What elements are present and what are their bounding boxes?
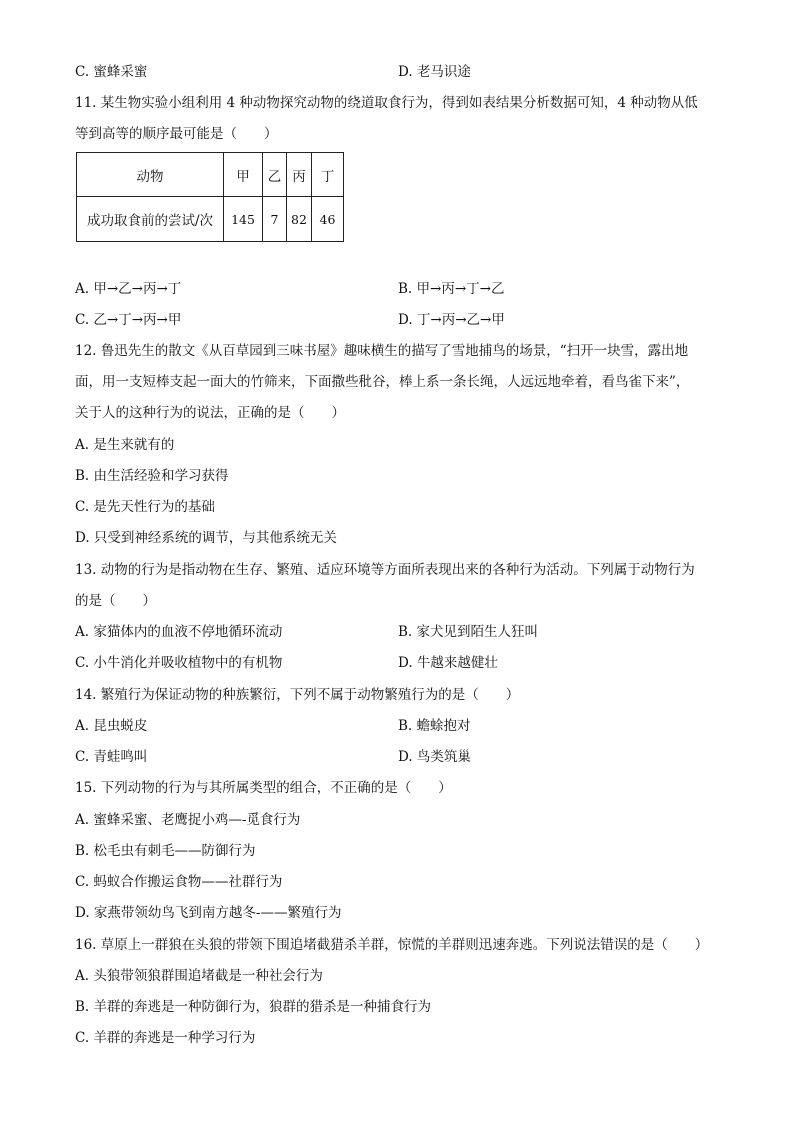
- q14-option-a: A. 昆虫蜕皮: [75, 718, 148, 734]
- q14-stem: 14. 繁殖行为保证动物的种族繁衍，下列不属于动物繁殖行为的是（ ）: [75, 687, 520, 703]
- q15-option-c: C. 蚂蚁合作搬运食物——社群行为: [75, 874, 283, 890]
- q11-stem-line2: 等到高等的顺序最可能是（ ）: [75, 126, 278, 142]
- q12-stem-line1: 12. 鲁迅先生的散文《从百草园到三味书屋》趣味横生的描写了雪地捕鸟的场景，“扫开一块雪，露出地: [75, 343, 689, 359]
- q13-stem-line1: 13. 动物的行为是指动物在生存、繁殖、适应环境等方面所表现出来的各种行为活动。下列属于动物行为: [75, 562, 695, 578]
- q11-option-b: B. 甲→丙→丁→乙: [398, 281, 505, 297]
- q16-option-b: B. 羊群的奔逃是一种防御行为，狼群的猎杀是一种捕食行为: [75, 999, 432, 1015]
- q13-option-c: C. 小牛消化并吸收植物中的有机物: [75, 655, 283, 671]
- q15-option-a: A. 蜜蜂采蜜、老鹰捉小鸡—-觅食行为: [75, 812, 301, 828]
- table-cell-ding: 46: [312, 197, 344, 242]
- q15-option-b: B. 松毛虫有刺毛——防御行为: [75, 843, 256, 859]
- q13-option-a: A. 家猫体内的血液不停地循环流动: [75, 624, 283, 640]
- q14-option-c: C. 青蛙鸣叫: [75, 749, 148, 765]
- table-cell-jia: 145: [224, 197, 263, 242]
- table-row: [77, 197, 344, 242]
- q10-option-c: C. 蜜蜂采蜜: [75, 64, 148, 80]
- q14-option-b: B. 蟾蜍抱对: [398, 718, 471, 734]
- q16-option-a: A. 头狼带领狼群围追堵截是一种社会行为: [75, 968, 323, 984]
- q16-option-c: C. 羊群的奔逃是一种学习行为: [75, 1030, 256, 1046]
- q15-stem: 15. 下列动物的行为与其所属类型的组合，不正确的是（ ）: [75, 780, 452, 796]
- q16-stem: 16. 草原上一群狼在头狼的带领下围追堵截猎杀羊群，惊慌的羊群则迅速奔逃。下列说法错误的是（ ）: [75, 937, 709, 953]
- q12-option-d: D. 只受到神经系统的调节，与其他系统无关: [75, 530, 337, 546]
- q12-option-b: B. 由生活经验和学习获得: [75, 468, 229, 484]
- q10-option-d: D. 老马识途: [398, 64, 471, 80]
- q11-stem-line1: 11. 某生物实验小组利用 4 种动物探究动物的绕道取食行为，得到如表结果分析数据可知，4 种动物从低: [75, 95, 698, 111]
- q15-option-d: D. 家燕带领幼鸟飞到南方越冬-——繁殖行为: [75, 905, 342, 921]
- q12-stem-line2: 面，用一支短棒支起一面大的竹筛来，下面撒些秕谷，棒上系一条长绳，人远远地牵着，看鸟雀下来”，: [75, 374, 690, 390]
- q11-option-d: D. 丁→丙→乙→甲: [398, 312, 505, 328]
- q11-data-table: [76, 152, 344, 242]
- q14-option-d: D. 鸟类筑巢: [398, 749, 471, 765]
- q12-option-c: C. 是先天性行为的基础: [75, 499, 215, 515]
- table-cell-bing: 82: [287, 197, 312, 242]
- q11-option-c: C. 乙→丁→丙→甲: [75, 312, 182, 328]
- table-header-jia: 甲: [224, 153, 263, 197]
- q12-option-a: A. 是生来就有的: [75, 437, 175, 453]
- table-header-bing: 丙: [287, 153, 312, 197]
- table-header-ding: 丁: [312, 153, 344, 197]
- table-cell-yi: 7: [263, 197, 287, 242]
- q13-option-b: B. 家犬见到陌生人狂叫: [398, 624, 539, 640]
- q11-option-a: A. 甲→乙→丙→丁: [75, 281, 182, 297]
- table-row-label: 成功取食前的尝试/次: [77, 197, 224, 242]
- table-header-row: [77, 153, 344, 197]
- q12-stem-line3: 关于人的这种行为的说法，正确的是（ ）: [75, 405, 345, 421]
- q13-option-d: D. 牛越来越健壮: [398, 655, 498, 671]
- table-header-yi: 乙: [263, 153, 287, 197]
- q13-stem-line2: 的是（ ）: [75, 593, 156, 609]
- table-header-animal: 动物: [77, 153, 224, 197]
